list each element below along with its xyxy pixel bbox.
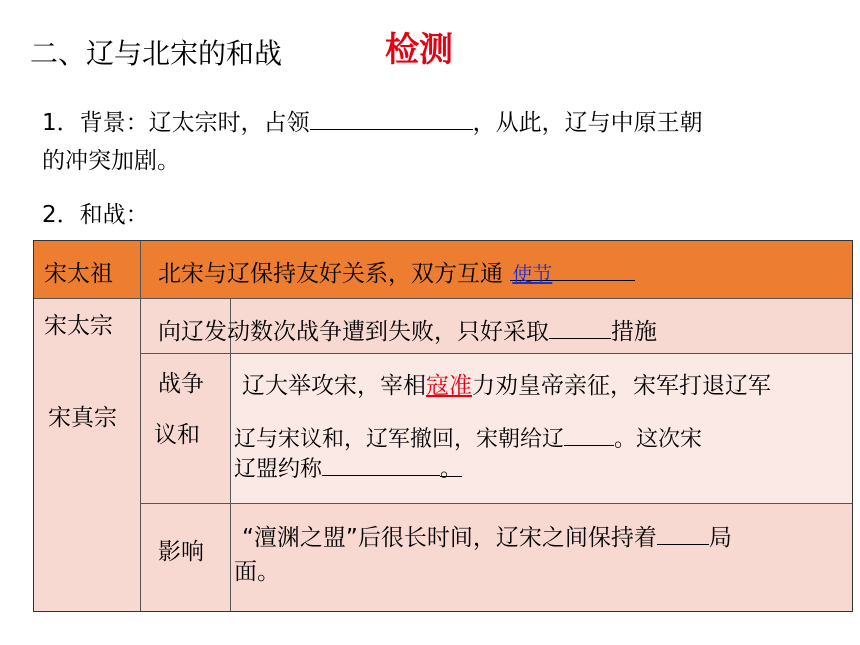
question-1-text-b: ，从此，辽与中原王朝 bbox=[472, 110, 703, 136]
row-3-label: 宋真宗 bbox=[48, 405, 117, 431]
peace-text-b: 。这次宋 bbox=[614, 427, 703, 452]
answer-blank[interactable] bbox=[322, 451, 440, 476]
row-1-text: 北宋与辽保持友好关系，双方互通 bbox=[158, 261, 503, 287]
effect-text-a: “澶渊之盟”后很长时间，辽宋之间保持着 bbox=[242, 525, 657, 551]
war-label: 战争 bbox=[158, 371, 204, 397]
answer-blank[interactable] bbox=[564, 421, 614, 446]
row-2-line bbox=[158, 313, 657, 346]
divider bbox=[34, 298, 852, 299]
peace-line-1 bbox=[234, 421, 702, 453]
peace-label: 议和 bbox=[154, 422, 200, 448]
effect-text-b: 局 bbox=[708, 525, 732, 551]
answer-blank[interactable] bbox=[310, 105, 473, 130]
war-text-a: 辽大举攻宋，宰相 bbox=[242, 373, 426, 399]
row-2-text-b: 措施 bbox=[611, 319, 657, 345]
peace-text-c: 辽盟约称 bbox=[234, 457, 323, 482]
emperor-column bbox=[34, 298, 140, 611]
divider bbox=[140, 353, 852, 354]
war-peace-table bbox=[33, 240, 853, 612]
effect-label: 影响 bbox=[158, 539, 204, 565]
question-1-text-a: 1．背景：辽太宗时，占领 bbox=[42, 110, 310, 136]
answer-blank[interactable] bbox=[549, 314, 611, 339]
question-2-text: 2．和战： bbox=[42, 202, 149, 228]
peace-text-d: 。 bbox=[440, 452, 462, 477]
question-1-text-c: 的冲突加剧。 bbox=[42, 148, 180, 174]
war-text-b: 力劝皇帝亲征，宋军打退辽军 bbox=[472, 373, 771, 399]
effect-line-1 bbox=[242, 519, 732, 552]
answer-blank[interactable] bbox=[510, 256, 635, 286]
row-1-label: 宋太祖 bbox=[44, 261, 113, 287]
war-name: 寇准 bbox=[426, 373, 472, 399]
divider bbox=[140, 241, 141, 611]
section-heading: 二、辽与北宋的和战 bbox=[30, 37, 283, 70]
row-1-line bbox=[158, 255, 635, 288]
row-2-text-a: 向辽发动数次战争遭到失败，只好采取 bbox=[158, 319, 549, 345]
peace-text-a: 辽与宋议和，辽军撤回，宋朝给辽 bbox=[234, 427, 565, 452]
row-2-label: 宋太宗 bbox=[44, 313, 113, 339]
divider bbox=[140, 503, 852, 504]
effect-text-c: 面。 bbox=[234, 559, 280, 585]
war-line bbox=[242, 367, 771, 400]
row-1-answer: 使节 bbox=[512, 262, 553, 286]
answer-blank[interactable] bbox=[657, 520, 709, 545]
peace-line-2 bbox=[234, 451, 462, 483]
question-1-line bbox=[42, 104, 703, 137]
quiz-badge: 检测 bbox=[385, 30, 453, 70]
